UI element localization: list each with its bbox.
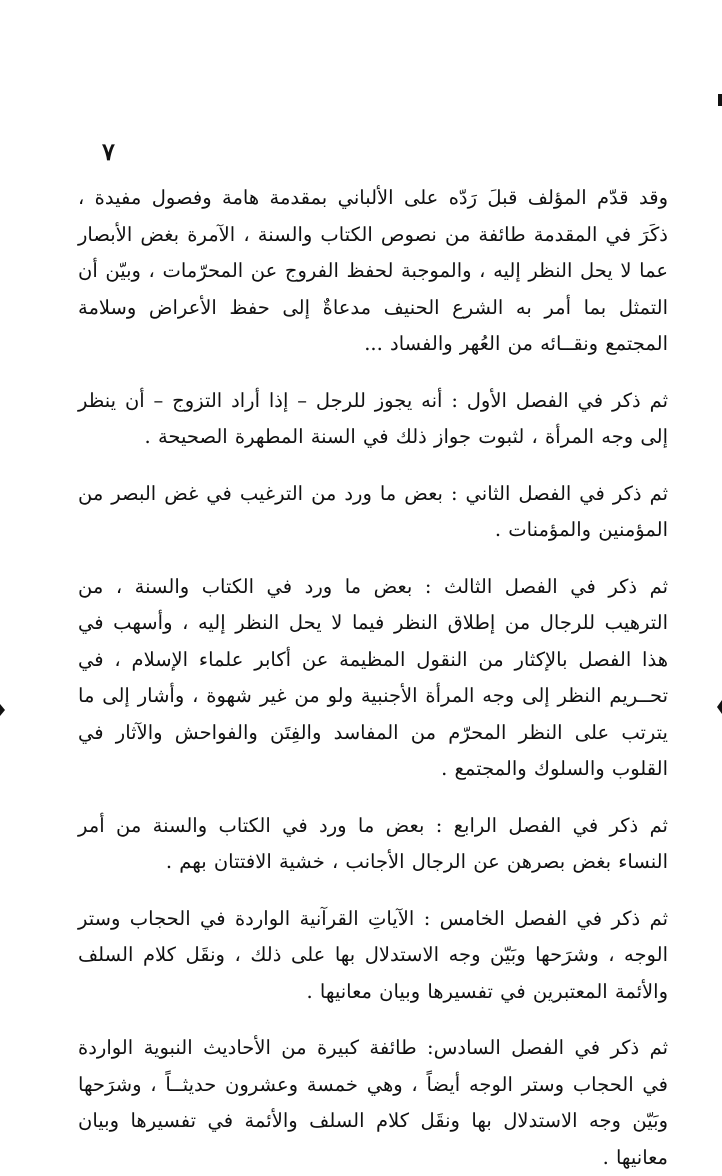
- scan-edge-mark-top-right: [718, 94, 722, 106]
- paragraph-chapter-6: ثم ذكر في الفصل السادس: طائفة كبيرة من الأحاديث النبوية الواردة في الحجاب وستر الوجه أيضاً ، وهي خمسة وعشرون حديثــاً ، وشرَحها وبَيّن وجه الاستدلال بها ونقَل كلام السلف والأئمة في تفسيرها وبيان معانيها .: [78, 1036, 668, 1169]
- body-text: [78, 180, 668, 1176]
- paragraph-chapter-4: ثم ذكر في الفصل الرابع : بعض ما ورد في الكتاب والسنة من أمر النساء بغض بصرهن عن الرجال الأجانب ، خشية الافتتان بهم .: [78, 813, 668, 873]
- scan-edge-mark-middle-right: [717, 700, 722, 714]
- paragraph-chapter-2: ثم ذكر في الفصل الثاني : بعض ما ورد من الترغيب في غض البصر من المؤمنين والمؤمنات .: [78, 481, 668, 541]
- page-number: ٧: [102, 137, 115, 166]
- scan-edge-mark-middle-left: [0, 704, 5, 716]
- paragraph-chapter-1: ثم ذكر في الفصل الأول : أنه يجوز للرجل – إذا أراد التزوج – أن ينظر إلى وجه المرأة ، لثبوت جواز ذلك في السنة المطهرة الصحيحة .: [78, 388, 668, 448]
- paragraph-introduction: وقد قدّم المؤلف قبلَ رَدّه على الألباني بمقدمة هامة وفصول مفيدة ، ذكَرَ في المقدمة طائفة من نصوص الكتاب والسنة ، الآمرة بغض الأبصار عما لا يحل النظر إليه ، والموجبة لحفظ الفروج عن المحرّمات ، وبيّن أن التمثل بما أمر به الشرع الحنيف مدعاةٌ إلى حفظ الأعراض وسلامة المجتمع ونقــائه من العُهر والفساد ...: [78, 186, 668, 355]
- paragraph-chapter-3: ثم ذكر في الفصل الثالث : بعض ما ورد في الكتاب والسنة ، من الترهيب للرجال من إطلاق النظر فيما لا يحل النظر إليه ، وأسهب في هذا الفصل بالإكثار من النقول المظيمة عن أكابر علماء الإسلام ، في تحــريم النظر إلى وجه المرأة الأجنبية ولو من غير شهوة ، وأشار إلى ما يترتب على النظر المحرّم من المفاسد والفِتَن والفواحش والآثار في القلوب والسلوك والمجتمع .: [78, 574, 668, 780]
- paragraph-chapter-5: ثم ذكر في الفصل الخامس : الآياتِ القرآنية الواردة في الحجاب وستر الوجه ، وشرَحها وبَيّن وجه الاستدلال بها على ذلك ، ونقَل كلام السلف والأئمة المعتبرين في تفسيرها وبيان معانيها .: [78, 906, 668, 1003]
